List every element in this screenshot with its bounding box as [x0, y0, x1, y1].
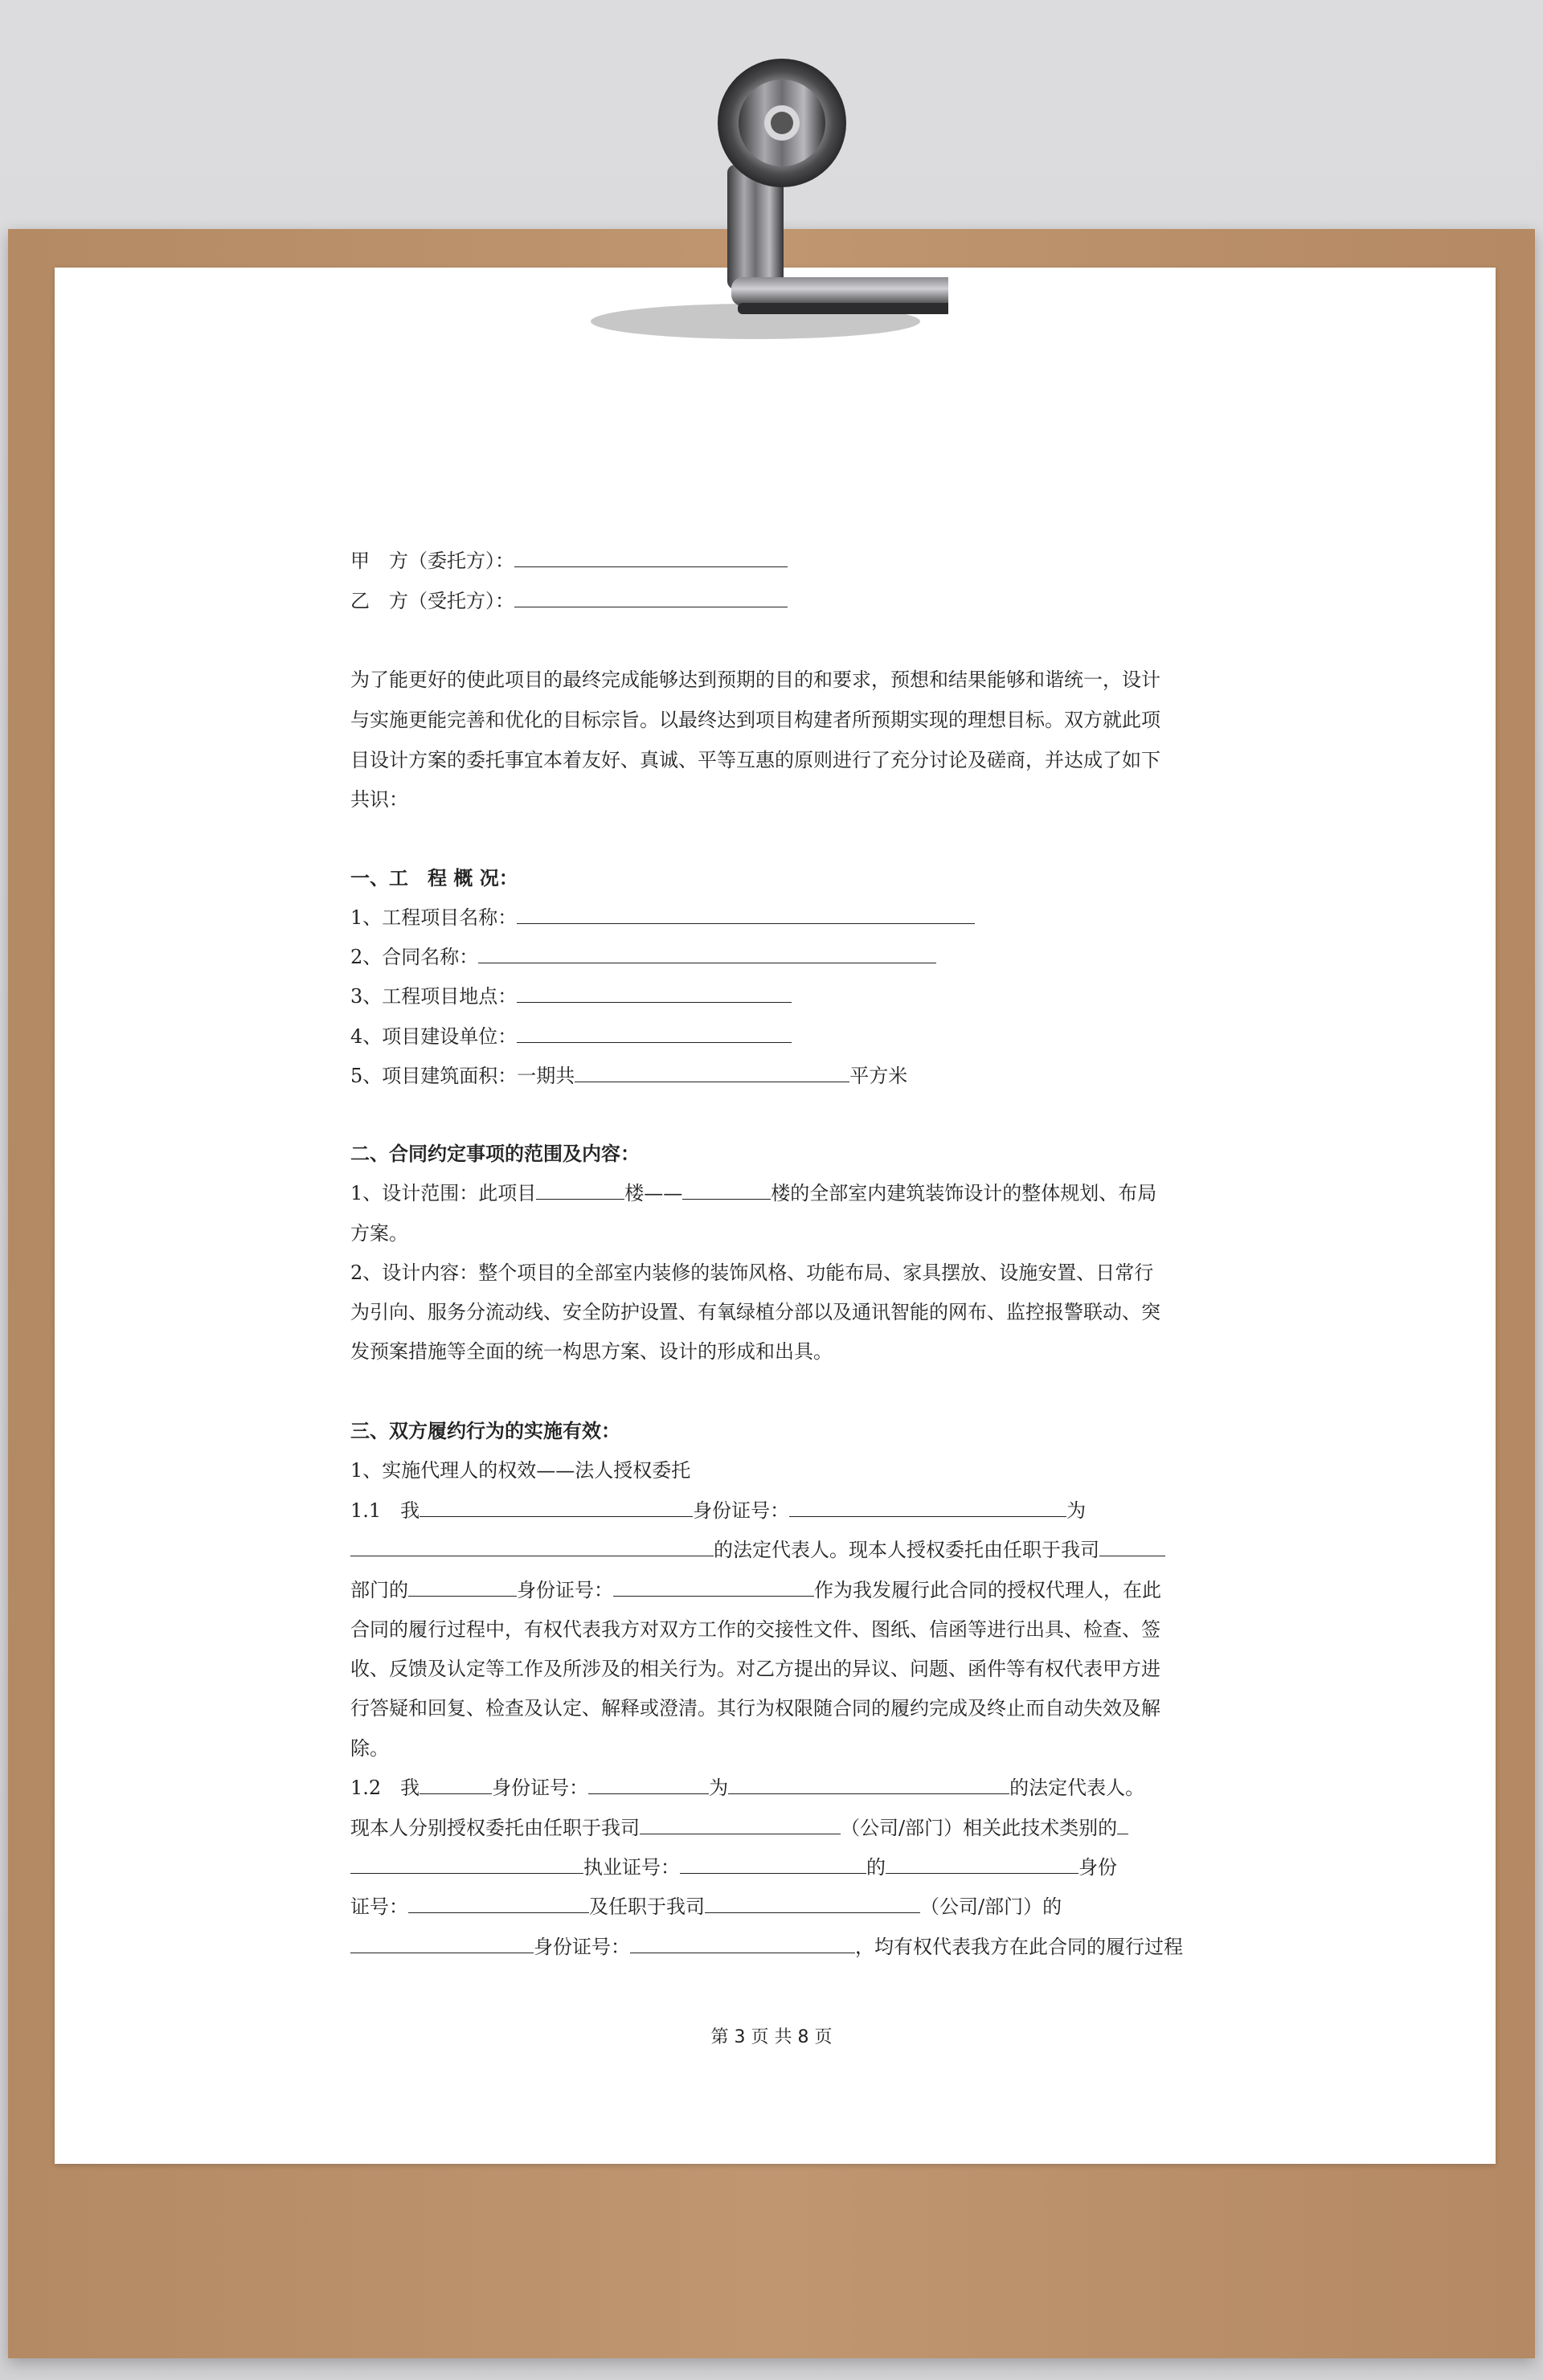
- company-blank: [350, 1531, 714, 1556]
- party-a-label: 甲 方（委托方）：: [350, 550, 514, 572]
- category-blank: [1117, 1810, 1128, 1834]
- license-blank: [680, 1849, 866, 1874]
- department-blank: [640, 1810, 841, 1834]
- person-id-blank: [630, 1928, 855, 1953]
- scope-text: 1、设计范围：此项目 楼—— 楼的全部室内建筑装饰设计的整体规划、布局: [350, 1174, 1156, 1213]
- content-line: 2、设计内容：整个项目的全部室内装修的装饰风格、功能布局、家具摆放、设施安置、日常行: [350, 1262, 1154, 1284]
- party-b-label: 乙 方（受托方）：: [350, 590, 514, 612]
- contract-name-label: 2、合同名称：: [350, 946, 479, 968]
- clause-1-1-line: 行答疑和回复、检查及认定、解释或澄清。其行为权限随合同的履约完成及终止而自动失效及解: [350, 1697, 1160, 1720]
- building-area-label: 5、项目建筑面积：一期共: [350, 1065, 575, 1087]
- clause-1-1-line: 除。: [350, 1737, 389, 1760]
- id-blank: [588, 1769, 709, 1794]
- section2-heading: 二、合同约定事项的范围及内容：: [350, 1143, 640, 1165]
- sub-heading: 1、实施代理人的权效——法人授权委托: [350, 1459, 691, 1482]
- clause-1-2-line: 现本人分别授权委托由任职于我司 （公司/部门）相关此技术类别的: [350, 1809, 1128, 1848]
- section3-heading: 三、双方履约行为的实施有效：: [350, 1420, 620, 1442]
- construction-unit-blank: [517, 1018, 792, 1043]
- party-b-blank: [514, 583, 788, 607]
- project-location-label: 3、工程项目地点：: [350, 985, 518, 1008]
- construction-unit-label: 4、项目建设单位：: [350, 1025, 518, 1048]
- contract-name-blank: [478, 939, 936, 963]
- clause-1-1-line: 合同的履行过程中，有权代表我方对双方工作的交接性文件、图纸、信函等进行出具、检查、签: [350, 1618, 1160, 1641]
- building-area-blank: [575, 1057, 849, 1082]
- clause-1-2-line: 证号： 及任职于我司 （公司/部门）的: [350, 1887, 1062, 1927]
- clause-1-1-line: 部门的 身份证号： 作为我发履行此合同的授权代理人，在此: [350, 1571, 1161, 1610]
- project-name-label: 1、工程项目名称：: [350, 906, 518, 929]
- name-blank: [420, 1769, 492, 1794]
- section1-item: [350, 938, 936, 977]
- department-blank: [1099, 1531, 1165, 1556]
- project-name-blank: [517, 899, 975, 924]
- agent-id-blank: [613, 1572, 814, 1597]
- person-blank: [350, 1928, 534, 1953]
- section1-item: [350, 977, 792, 1016]
- project-location-blank: [517, 978, 792, 1003]
- area-unit-label: 平方米: [849, 1065, 908, 1087]
- preamble-line: 目设计方案的委托事宜本着友好、真诚、平等互惠的原则进行了充分讨论及磋商，并达成了如下: [350, 749, 1160, 771]
- building-from-blank: [536, 1175, 624, 1200]
- technician-name-blank: [350, 1849, 583, 1874]
- clause-1-2-line: 1.2 我 身份证号： 为 的法定代表人。: [350, 1769, 1144, 1808]
- preamble-line: 共识：: [350, 788, 408, 811]
- agent-name-blank: [408, 1572, 517, 1597]
- scope-line: [350, 1174, 1193, 1213]
- party-b-line: [350, 582, 788, 621]
- content-line: 为引向、服务分流动线、安全防护设置、有氧绿植分部以及通讯智能的网布、监控报警联动、突: [350, 1301, 1160, 1323]
- section1-item: [350, 1017, 792, 1057]
- clause-1-2-line: 执业证号： 的 身份: [350, 1848, 1117, 1887]
- content-line: 发预案措施等全面的统一构思方案、设计的形成和出具。: [350, 1340, 833, 1363]
- technician-id-blank: [408, 1888, 589, 1913]
- company-blank: [728, 1769, 1009, 1794]
- scope-line-end: 方案。: [350, 1222, 408, 1245]
- clause-1-1-line: 1.1 我 身份证号： 为: [350, 1491, 1086, 1531]
- clause-1-1-line: 收、反馈及认定等工作及所涉及的相关行为。对乙方提出的异议、问题、函件等有权代表甲方进: [350, 1658, 1160, 1680]
- section1-item: [350, 1057, 907, 1096]
- department2-blank: [705, 1888, 920, 1913]
- party-a-blank: [514, 542, 788, 567]
- party-a-line: [350, 542, 788, 581]
- section1-item: [350, 898, 975, 938]
- clause-1-1-line: 的法定代表人。现本人授权委托由任职于我司: [350, 1531, 1165, 1570]
- building-to-blank: [682, 1175, 771, 1200]
- page-number: 第 3 页 共 8 页: [710, 2027, 833, 2047]
- id-blank: [789, 1492, 1066, 1517]
- binder-clip-icon: [563, 44, 948, 358]
- technician-blank: [886, 1849, 1078, 1874]
- section1-heading: 一、工 程 概 况：: [350, 867, 518, 889]
- clause-1-2-line: 身份证号： ，均有权代表我方在此合同的履行过程: [350, 1928, 1183, 1967]
- preamble-line: 为了能更好的使此项目的最终完成能够达到预期的目的和要求，预想和结果能够和谐统一，设计: [350, 669, 1160, 691]
- name-blank: [420, 1492, 693, 1517]
- preamble-line: 与实施更能完善和优化的目标宗旨。以最终达到项目构建者所预期实现的理想目标。双方就此项: [350, 709, 1160, 731]
